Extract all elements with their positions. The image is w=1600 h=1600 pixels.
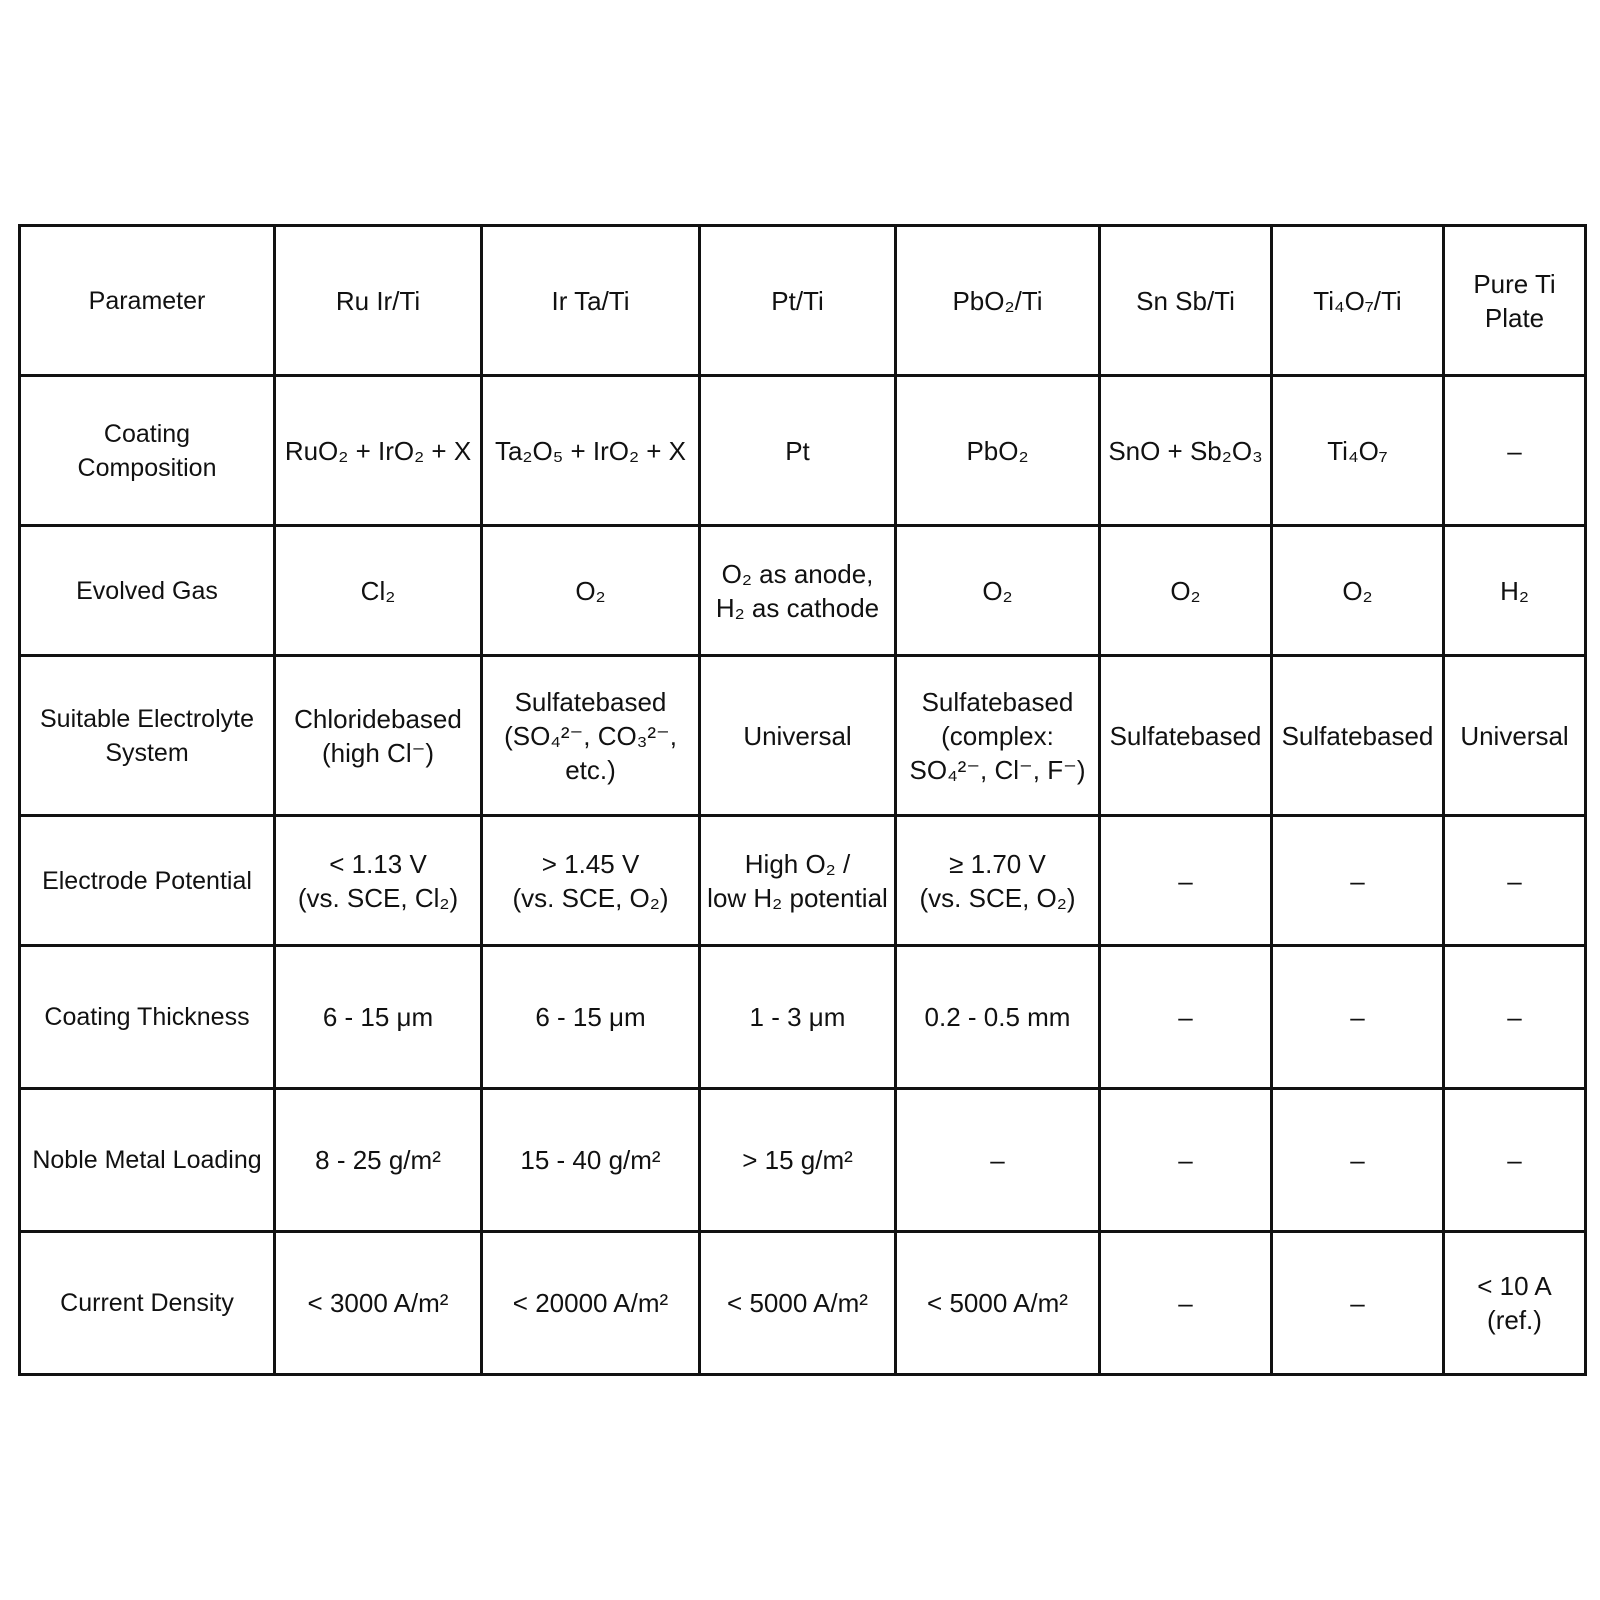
cell-ti4o7-ti: – [1272,1089,1444,1232]
cell-ti4o7-ti: – [1272,946,1444,1089]
table-row [20,526,1586,656]
header-cell-ti4o7-ti: Ti₄O₇/Ti [1272,226,1444,376]
cell-ir-ta-ti: 15 - 40 g/m² [482,1089,700,1232]
cell-ir-ta-ti: > 1.45 V (vs. SCE, O₂) [482,816,700,946]
cell-pt-ti: > 15 g/m² [700,1089,896,1232]
cell-ir-ta-ti: < 20000 A/m² [482,1232,700,1375]
cell-pbo2-ti: O₂ [896,526,1100,656]
row-parameter-label: Electrode Potential [20,816,275,946]
header-row [20,226,1586,376]
header-cell-ir-ta-ti: Ir Ta/Ti [482,226,700,376]
header-cell-pbo2-ti: PbO₂/Ti [896,226,1100,376]
cell-ti4o7-ti: Sulfatebased [1272,656,1444,816]
cell-sn-sb-ti: SnO + Sb₂O₃ [1100,376,1272,526]
cell-pbo2-ti: Sulfatebased (complex: SO₄²⁻, Cl⁻, F⁻) [896,656,1100,816]
table-row [20,1232,1586,1375]
cell-ru-ir-ti: Chloridebased (high Cl⁻) [275,656,482,816]
cell-pt-ti: Universal [700,656,896,816]
cell-pure-ti-plate: – [1444,1089,1586,1232]
cell-pt-ti: < 5000 A/m² [700,1232,896,1375]
cell-pbo2-ti: 0.2 - 0.5 mm [896,946,1100,1089]
cell-ti4o7-ti: O₂ [1272,526,1444,656]
cell-ru-ir-ti: 6 - 15 μm [275,946,482,1089]
row-parameter-label: Coating Thickness [20,946,275,1089]
table-row [20,946,1586,1089]
cell-pbo2-ti: < 5000 A/m² [896,1232,1100,1375]
cell-ir-ta-ti: Ta₂O₅ + IrO₂ + X [482,376,700,526]
table-row [20,656,1586,816]
cell-pure-ti-plate: < 10 A (ref.) [1444,1232,1586,1375]
cell-sn-sb-ti: O₂ [1100,526,1272,656]
header-cell-pure-ti-plate: Pure Ti Plate [1444,226,1586,376]
cell-sn-sb-ti: – [1100,946,1272,1089]
cell-ru-ir-ti: < 1.13 V (vs. SCE, Cl₂) [275,816,482,946]
table-row [20,1089,1586,1232]
header-cell-pt-ti: Pt/Ti [700,226,896,376]
cell-ti4o7-ti: – [1272,816,1444,946]
cell-pt-ti: 1 - 3 μm [700,946,896,1089]
cell-pt-ti: High O₂ / low H₂ potential [700,816,896,946]
cell-pbo2-ti: ≥ 1.70 V (vs. SCE, O₂) [896,816,1100,946]
header-cell-ru-ir-ti: Ru Ir/Ti [275,226,482,376]
cell-pure-ti-plate: H₂ [1444,526,1586,656]
row-parameter-label: Current Density [20,1232,275,1375]
cell-pbo2-ti: PbO₂ [896,376,1100,526]
cell-ru-ir-ti: Cl₂ [275,526,482,656]
cell-ru-ir-ti: 8 - 25 g/m² [275,1089,482,1232]
table-row [20,816,1586,946]
electrode-comparison-table [18,224,1587,1376]
cell-sn-sb-ti: – [1100,1089,1272,1232]
cell-ir-ta-ti: O₂ [482,526,700,656]
cell-pbo2-ti: – [896,1089,1100,1232]
cell-ti4o7-ti: – [1272,1232,1444,1375]
cell-ti4o7-ti: Ti₄O₇ [1272,376,1444,526]
header-cell-sn-sb-ti: Sn Sb/Ti [1100,226,1272,376]
cell-pure-ti-plate: – [1444,376,1586,526]
row-parameter-label: Noble Metal Loading [20,1089,275,1232]
cell-sn-sb-ti: – [1100,1232,1272,1375]
row-parameter-label: Coating Composition [20,376,275,526]
cell-pt-ti: Pt [700,376,896,526]
table-body [20,226,1586,1375]
comparison-table-container [18,224,1584,1376]
cell-ir-ta-ti: Sulfatebased (SO₄²⁻, CO₃²⁻, etc.) [482,656,700,816]
cell-pure-ti-plate: – [1444,946,1586,1089]
table-row [20,376,1586,526]
cell-pt-ti: O₂ as anode, H₂ as cathode [700,526,896,656]
cell-pure-ti-plate: – [1444,816,1586,946]
cell-ru-ir-ti: < 3000 A/m² [275,1232,482,1375]
header-cell-parameter: Parameter [20,226,275,376]
cell-ru-ir-ti: RuO₂ + IrO₂ + X [275,376,482,526]
cell-pure-ti-plate: Universal [1444,656,1586,816]
row-parameter-label: Suitable Electrolyte System [20,656,275,816]
row-parameter-label: Evolved Gas [20,526,275,656]
cell-sn-sb-ti: Sulfatebased [1100,656,1272,816]
cell-sn-sb-ti: – [1100,816,1272,946]
cell-ir-ta-ti: 6 - 15 μm [482,946,700,1089]
